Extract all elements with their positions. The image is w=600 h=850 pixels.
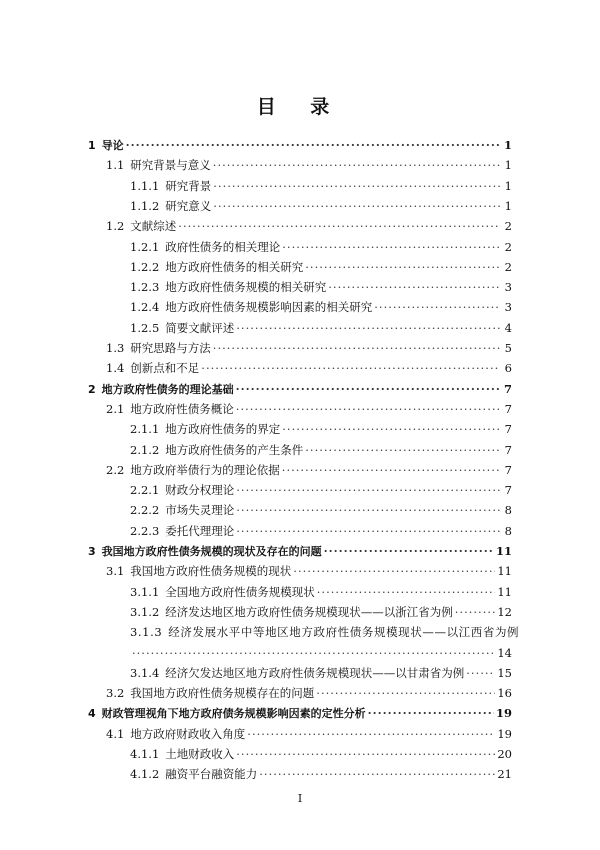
leader-dots	[455, 605, 496, 619]
toc-entry-page: 2	[504, 259, 512, 274]
toc-entry-page: 12	[497, 604, 512, 619]
toc-entry-label: 地方政府性债务规模的相关研究	[165, 280, 327, 295]
toc-entry-page: 1	[504, 158, 512, 173]
toc-entry-number: 2.2.1	[130, 483, 160, 498]
leader-dots	[213, 341, 500, 355]
toc-entry-page: 7	[504, 462, 512, 477]
toc-entry-page: 7	[504, 422, 512, 437]
leader-dots	[236, 747, 495, 761]
toc-entry-page: 7	[504, 483, 512, 498]
toc-entry-page: 4	[504, 320, 512, 335]
toc-entry-number: 3.2	[106, 686, 125, 701]
toc-entry-label: 经济发达地区地方政府性债务规模现状——以浙江省为例	[165, 604, 453, 619]
toc-entry[interactable]	[130, 605, 512, 619]
toc-entry-number: 3.1.2	[130, 604, 160, 619]
leader-dots	[126, 138, 500, 152]
toc-entry[interactable]	[130, 443, 512, 457]
toc-entry-page: 19	[495, 706, 512, 721]
toc-entry-page: 6	[504, 361, 512, 376]
toc-entry[interactable]	[130, 483, 512, 497]
toc-entry-number: 3.1	[106, 564, 125, 579]
toc-entry-label: 我国地方政府性债务规模的现状及存在的问题	[101, 545, 322, 558]
toc-entry-label: 导论	[101, 139, 124, 152]
toc-entry-page: 11	[495, 544, 512, 558]
toc-entry-number: 1.1.2	[130, 198, 160, 213]
toc-entry-page: 5	[504, 341, 512, 355]
leader-dots	[247, 727, 495, 741]
toc-entry-label: 地方政府性债务的产生条件	[165, 442, 304, 457]
toc-entry[interactable]	[130, 747, 512, 761]
toc-entry-number: 1.2.2	[130, 259, 160, 274]
toc-entry[interactable]	[130, 767, 512, 781]
toc-entry[interactable]	[106, 463, 512, 477]
toc-entry-label: 地方政府举债行为的理论依据	[130, 462, 280, 477]
toc-entry-label: 我国地方政府性债务规模的现状	[130, 564, 292, 579]
leader-dots	[368, 706, 494, 720]
leader-dots	[259, 767, 495, 781]
toc-entry-number: 4.1	[106, 726, 125, 741]
leader-dots	[293, 564, 495, 578]
leader-dots	[236, 503, 500, 517]
leader-dots	[213, 199, 500, 213]
toc-entry-page: 1	[504, 198, 512, 213]
toc-entry-page: 7	[504, 401, 512, 416]
toc-entry-number: 3.1.4	[130, 665, 160, 680]
toc-entry-number: 2	[88, 382, 96, 396]
toc-entry[interactable]	[130, 260, 512, 274]
toc-entry-number: 2.2.3	[130, 523, 160, 538]
toc-entry[interactable]	[106, 219, 512, 233]
toc-entry-label: 地方政府财政收入角度	[130, 726, 246, 741]
leader-dots	[236, 382, 500, 396]
toc-entry-number: 1.4	[106, 361, 125, 376]
leader-dots	[132, 646, 495, 660]
toc-entry-label: 政府性债务的相关理论	[165, 239, 281, 254]
toc-entry-label: 财政管理视角下地方政府债务规模影响因素的定性分析	[101, 707, 366, 721]
toc-entry-label: 全国地方政府性债务规模现状	[165, 584, 315, 599]
toc-entry[interactable]	[106, 341, 512, 355]
toc-entry-number: 1.2.5	[130, 320, 160, 335]
leader-dots	[236, 524, 500, 538]
toc-entry-page: 2	[504, 239, 512, 254]
toc-entry-number: 2.1.2	[130, 442, 160, 457]
toc-entry-label: 研究背景	[165, 178, 212, 193]
toc-entry-page: 8	[504, 503, 512, 518]
leader-dots	[324, 544, 494, 558]
toc-entry-page: 2	[504, 219, 512, 234]
toc-entry[interactable]	[130, 524, 512, 538]
leader-dots	[282, 463, 500, 477]
toc-entry-number: 4.1.2	[130, 767, 160, 782]
toc-entry-number: 2.2	[106, 462, 125, 477]
toc-entry-label: 地方政府性债务概论	[130, 401, 234, 416]
toc-entry-page: 20	[497, 747, 512, 761]
toc-entry-label: 融资平台融资能力	[165, 767, 258, 782]
toc-entry-page: 3	[504, 300, 512, 315]
toc-entry[interactable]	[130, 666, 512, 680]
leader-dots	[178, 219, 500, 233]
leader-dots	[305, 260, 500, 274]
leader-dots	[282, 422, 500, 436]
toc-entry-number: 1.1	[106, 158, 125, 173]
toc-entry[interactable]	[130, 199, 512, 213]
toc-entry-page: 11	[497, 564, 512, 579]
toc-entry-number: 3.1.3	[130, 625, 163, 640]
leader-dots	[236, 321, 500, 335]
toc-entry-number: 1.2.4	[130, 300, 160, 315]
toc-entry-label: 地方政府性债务的理论基础	[101, 382, 234, 396]
toc-entry-label: 经济发展水平中等地区地方政府性债务规模现状——以江西省为例	[168, 625, 520, 640]
toc-entry-page: 15	[497, 665, 512, 680]
toc-entry[interactable]	[130, 503, 512, 517]
toc-entry-page: 19	[497, 726, 512, 741]
toc-entry-label: 地方政府性债务的界定	[165, 422, 281, 437]
toc-entry-number: 1.2.1	[130, 239, 160, 254]
toc-entry-label: 市场失灵理论	[165, 503, 235, 518]
toc-entry[interactable]	[130, 240, 512, 254]
toc-entry[interactable]	[130, 300, 512, 314]
leader-dots	[213, 158, 500, 172]
toc-entry[interactable]	[106, 686, 512, 700]
toc-entry[interactable]	[130, 585, 512, 599]
toc-entry[interactable]	[88, 138, 512, 153]
leader-dots	[305, 443, 500, 457]
toc-entry-label: 简要文献评述	[165, 320, 235, 335]
toc-entry-number: 4	[88, 707, 96, 721]
toc-entry-label: 土地财政收入	[165, 747, 235, 761]
toc-entry-label: 我国地方政府性债务规模存在的问题	[130, 686, 315, 701]
toc-entry[interactable]	[130, 625, 520, 640]
toc-entry-label: 创新点和不足	[130, 361, 200, 376]
toc-entry-label: 研究意义	[165, 198, 212, 213]
page-title: 目 录	[256, 96, 344, 118]
toc-entry-number: 4.1.1	[130, 747, 160, 761]
toc-entry[interactable]	[130, 422, 512, 436]
toc-entry-label: 文献综述	[130, 219, 177, 234]
toc-entry-label: 委托代理理论	[165, 523, 235, 538]
toc-entry[interactable]	[88, 382, 512, 397]
toc-entry-page: 7	[503, 381, 512, 396]
toc-entry-number: 1.3	[106, 341, 125, 355]
toc-entry[interactable]	[88, 706, 512, 721]
toc-entry-label: 地方政府性债务规模影响因素的相关研究	[165, 300, 373, 315]
toc-entry-label: 财政分权理论	[165, 483, 235, 498]
toc-entry-page: 1	[504, 178, 512, 193]
toc-entry-number: 1	[88, 139, 96, 152]
toc-entry[interactable]	[106, 727, 512, 741]
toc-entry-number: 3.1.1	[130, 584, 160, 599]
toc-entry-label: 经济欠发达地区地方政府性债务规模现状——以甘肃省为例	[165, 665, 465, 680]
toc-entry-page: 7	[504, 442, 512, 457]
leader-dots	[328, 280, 500, 294]
toc-entry[interactable]	[88, 544, 512, 559]
leader-dots	[236, 402, 500, 416]
leader-dots	[466, 666, 495, 680]
leader-dots	[213, 179, 500, 193]
toc-entry-page: 3	[504, 280, 512, 295]
toc-entry-number: 2.1.1	[130, 422, 160, 437]
toc-entry-page: 14	[497, 645, 512, 660]
toc-entry[interactable]	[106, 361, 512, 375]
toc-entry[interactable]	[130, 179, 512, 193]
leader-dots	[316, 686, 495, 700]
leader-dots	[374, 300, 500, 314]
toc-entry-label: 研究思路与方法	[130, 341, 211, 355]
leader-dots	[282, 240, 500, 254]
toc-entry[interactable]	[130, 321, 512, 335]
toc-entry-number: 1.2.3	[130, 280, 160, 295]
toc-entry-label: 地方政府性债务的相关研究	[165, 259, 304, 274]
toc-entry[interactable]	[106, 564, 512, 578]
toc-entry-number: 1.1.1	[130, 178, 160, 193]
page-number: I	[297, 792, 303, 805]
toc-entry[interactable]	[106, 402, 512, 416]
toc-entry[interactable]	[106, 158, 512, 172]
toc-entry-page: 8	[504, 523, 512, 538]
toc-entry-page: 11	[497, 584, 512, 599]
leader-dots	[201, 361, 500, 375]
toc-entry[interactable]	[130, 280, 512, 294]
toc-entry-continuation[interactable]	[130, 646, 512, 660]
leader-dots	[317, 585, 496, 599]
toc-entry-number: 1.2	[106, 219, 125, 234]
toc-entry-page: 21	[497, 767, 512, 782]
toc-entry-page: 1	[503, 138, 512, 152]
toc-entry-page: 16	[497, 686, 512, 701]
toc-entry-label: 研究背景与意义	[130, 158, 211, 173]
toc-entry-number: 2.1	[106, 401, 125, 416]
toc-entry-number: 3	[88, 545, 96, 558]
toc-entry-number: 2.2.2	[130, 503, 160, 518]
leader-dots	[236, 483, 500, 497]
